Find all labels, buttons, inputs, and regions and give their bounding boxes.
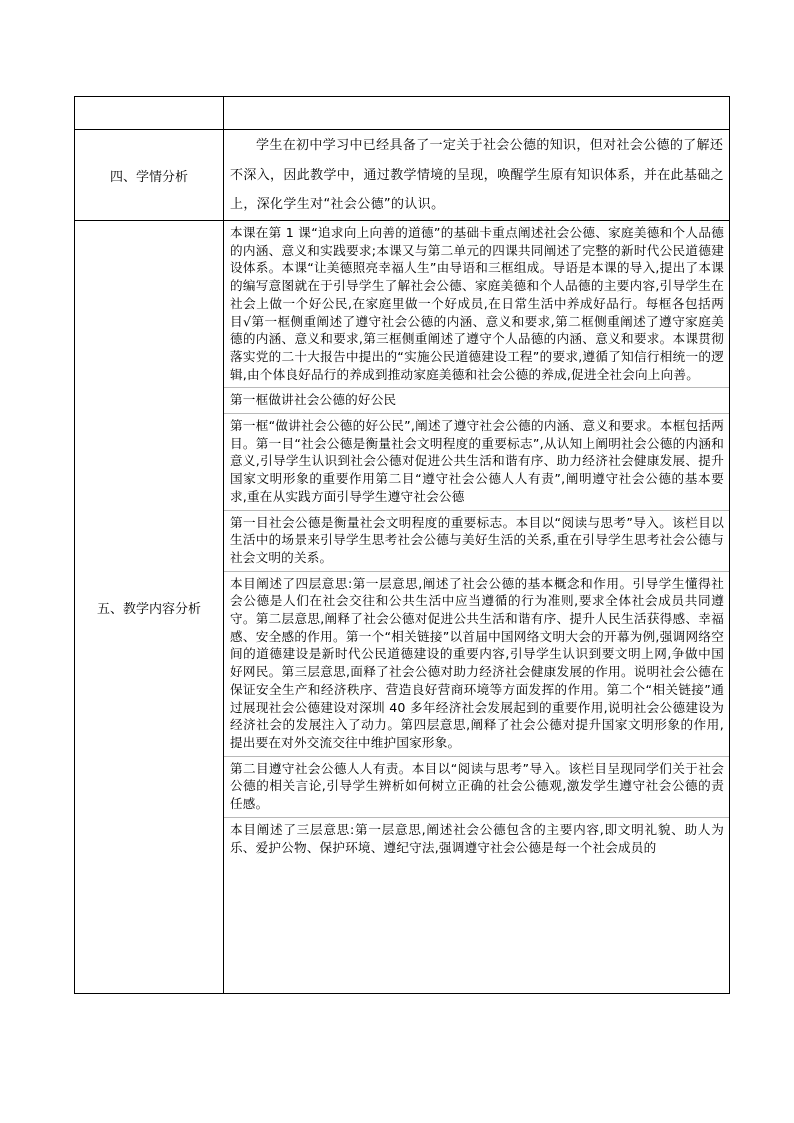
paragraph-item2-intro: 第二目遵守社会公德人人有责。本目以“阅读与思考”导入。该栏目呈现同学们关于社会公德的相关言论,引导学生辨析如何树立正确的社会公德观,激发学生遵守社会公德的责任感。 [224, 756, 729, 817]
table-row-student-analysis [75, 130, 730, 221]
lesson-plan-table [74, 96, 730, 994]
content-analysis-content [224, 221, 730, 994]
row-content-empty [224, 97, 730, 130]
content-analysis-paragraphs [224, 221, 729, 993]
student-analysis-content [224, 130, 730, 221]
row-label-empty [75, 97, 224, 130]
paragraph-frame1-title: 第一框做讲社会公德的好公民 [224, 387, 729, 413]
paragraph-item2-detail: 本目阐述了三层意思:第一层意思,阐述社会公德包含的主要内容,即文明礼貌、助人为乐、爱护公物、保护环境、遵纪守法,强调遵守社会公德是每一个社会成员的 [224, 817, 729, 860]
paragraph-item1-intro: 第一目社会公德是衡量社会文明程度的重要标志。本目以“阅读与思考”导入。该栏目以生活中的场景来引导学生思考社会公德与美好生活的关系,重在引导学生思考社会公德与社会文明的关系。 [224, 510, 729, 571]
student-analysis-text: 学生在初中学习中已经具备了一定关于社会公德的知识，但对社会公德的了解还不深入，因此教学中，通过教学情境的呈现，唤醒学生原有知识体系，并在此基础之上，深化学生对“社会公德”的认识。 [230, 138, 724, 212]
paragraph-lesson-overview: 本课在第 1 课“追求向上向善的道德”的基础卡重点阐述社会公德、家庭美德和个人品德的内涵、意义和实践要求;本课又与第二单元的四课共同阐述了完整的新时代公民道德建设体系。本课“让美德照亮幸福人生”由导语和三框组成。导语是本课的导入,提出了本课的编写意图就在于引导学生了解社会公德、家庭美德和个人品德的主要内容,引导学生在社会上做一个好公民,在家庭里做一个好成员,在日常生活中养成好品行。每框各包括两目√第一框侧重阐述了遵守社会公德的内涵、意义和要求,第二框侧重阐述了遵守家庭美德的内涵、意义和要求,第三框侧重阐述了遵守个人品德的内涵、意义和要求。本课贯彻落实党的二十大报告中提出的“实施公民道德建设工程”的要求,遵循了知信行相统一的逻辑,由个体良好品行的养成到推动家庭美德和社会公德的养成,促进全社会向上向善。 [230, 225, 724, 382]
table-row-empty [75, 97, 730, 130]
paragraph-frame1-overview: 第一框“做讲社会公德的好公民”,阐述了遵守社会公德的内涵、意义和要求。本框包括两目。第一目“社会公德是衡量社会文明程度的重要标志”,从认知上阐明社会公德的内涵和意义,引导学生认识到社会公德对促进公共生活和谐有序、助力经济社会健康发展、提升国家文明形象的重要作用第二目“遵守社会公德人人有责”,阐明遵守社会公德的基本要求,重在从实践方面引导学生遵守社会公德 [224, 413, 729, 510]
content-analysis-label: 五、教学内容分析 [75, 221, 224, 994]
paragraph-item1-detail: 本目阐述了四层意思:第一层意思,阐述了社会公德的基本概念和作用。引导学生懂得社会公德是人们在社会交往和公共生活中应当遵循的行为准则,要求全体社会成员共同遵守。第二层意思,阐释了社会公德对促进公共生活和谐有序、提升人民生活获得感、幸福感、安全感的作用。第一个“相关链接”以首届中国网络文明大会的开幕为例,强调网络空间的道德建设是新时代公民道德建设的重要内容,引导学生认识到要文明上网,争做中国好网民。第三层意思,面释了社会公德对助力经济社会健康发展的作用。说明社会公德在保证安全生产和经济秩序、营造良好营商环境等方面发挥的作用。第二个“相关链接”通过展现社会公德建设对深圳 40 多年经济社会发展起到的重要作用,说明社会公德建设为经济社会的发展注入了动力。第四层意思,阐释了社会公德对提升国家文明形象的作用,提出要在对外交流交往中维护国家形象。 [224, 571, 729, 756]
table-row-content-analysis [75, 221, 730, 994]
student-analysis-label: 四、学情分析 [75, 130, 224, 221]
